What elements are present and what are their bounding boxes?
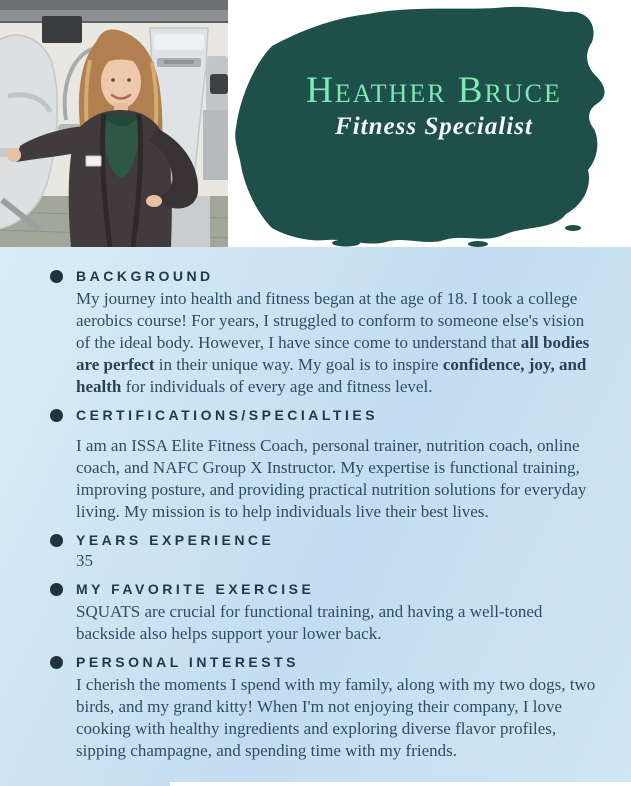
section-header <box>50 532 603 548</box>
profile-role: Fitness Specialist <box>335 113 533 140</box>
header <box>0 0 631 247</box>
section-header <box>50 268 603 284</box>
tv-screen <box>42 16 82 43</box>
section-heading: BACKGROUND <box>76 268 214 284</box>
section-header <box>50 407 603 423</box>
section-heading: PERSONAL INTERESTS <box>76 654 299 670</box>
profile-photo <box>0 0 228 247</box>
name-badge <box>86 156 101 166</box>
splash-header <box>228 0 631 247</box>
text-run: for individuals of every age and fitness level. <box>121 377 433 396</box>
text-run-bold: confidence, joy, and health <box>76 355 587 396</box>
bullet-icon <box>50 583 63 596</box>
bullet-icon <box>50 656 63 669</box>
profile-name: Heather Bruce <box>306 70 562 111</box>
text-run: in their unique way. My goal is to inspire <box>154 355 443 374</box>
bullet-icon <box>50 270 63 283</box>
section-background <box>50 268 603 398</box>
page-edge <box>170 782 631 786</box>
section-body: SQUATS are crucial for functional training, and having a well-toned backside also helps support your lower back. <box>76 602 543 643</box>
section-header <box>50 654 603 670</box>
bullet-icon <box>50 409 63 422</box>
section-body: I am an ISSA Elite Fitness Coach, personal trainer, nutrition coach, online coach, and NAFC Group X Instructor. My expertise is functional training, improving posture, and providing practical nutrition solutions for everyday living. My mission is to help individuals live their best lives. <box>76 436 587 521</box>
bullet-icon <box>50 534 63 547</box>
section-certifications <box>50 407 603 523</box>
section-years-experience <box>50 532 603 572</box>
section-body <box>76 288 598 398</box>
gym-portrait-photo <box>0 0 228 247</box>
section-favorite-exercise <box>50 581 603 645</box>
section-body: 35 <box>76 551 93 570</box>
right-machine <box>203 56 228 180</box>
section-heading: YEARS EXPERIENCE <box>76 532 275 548</box>
section-body: I cherish the moments I spend with my family, along with my two dogs, two birds, and my grand kitty! When I'm not enjoying their company, I love cooking with healthy ingredients and exploring diverse flavor profiles, sipping champagne, and spending time with my friends. <box>76 675 596 760</box>
bio-content <box>0 247 631 786</box>
face <box>101 56 141 108</box>
section-heading: MY FAVORITE EXERCISE <box>76 581 315 597</box>
title-block <box>264 72 604 141</box>
section-heading: CERTIFICATIONS/SPECIALTIES <box>76 407 379 423</box>
text-run-bold: all bodies are perfect <box>76 333 590 374</box>
text-run: My journey into health and fitness began at the age of 18. I took a college aerobics course! For years, I struggled to conform to someone else's vision of the ideal body. However, I have since come to understand that <box>76 289 585 352</box>
section-personal-interests <box>50 654 603 762</box>
gym-ceiling <box>0 0 228 10</box>
section-header <box>50 581 603 597</box>
